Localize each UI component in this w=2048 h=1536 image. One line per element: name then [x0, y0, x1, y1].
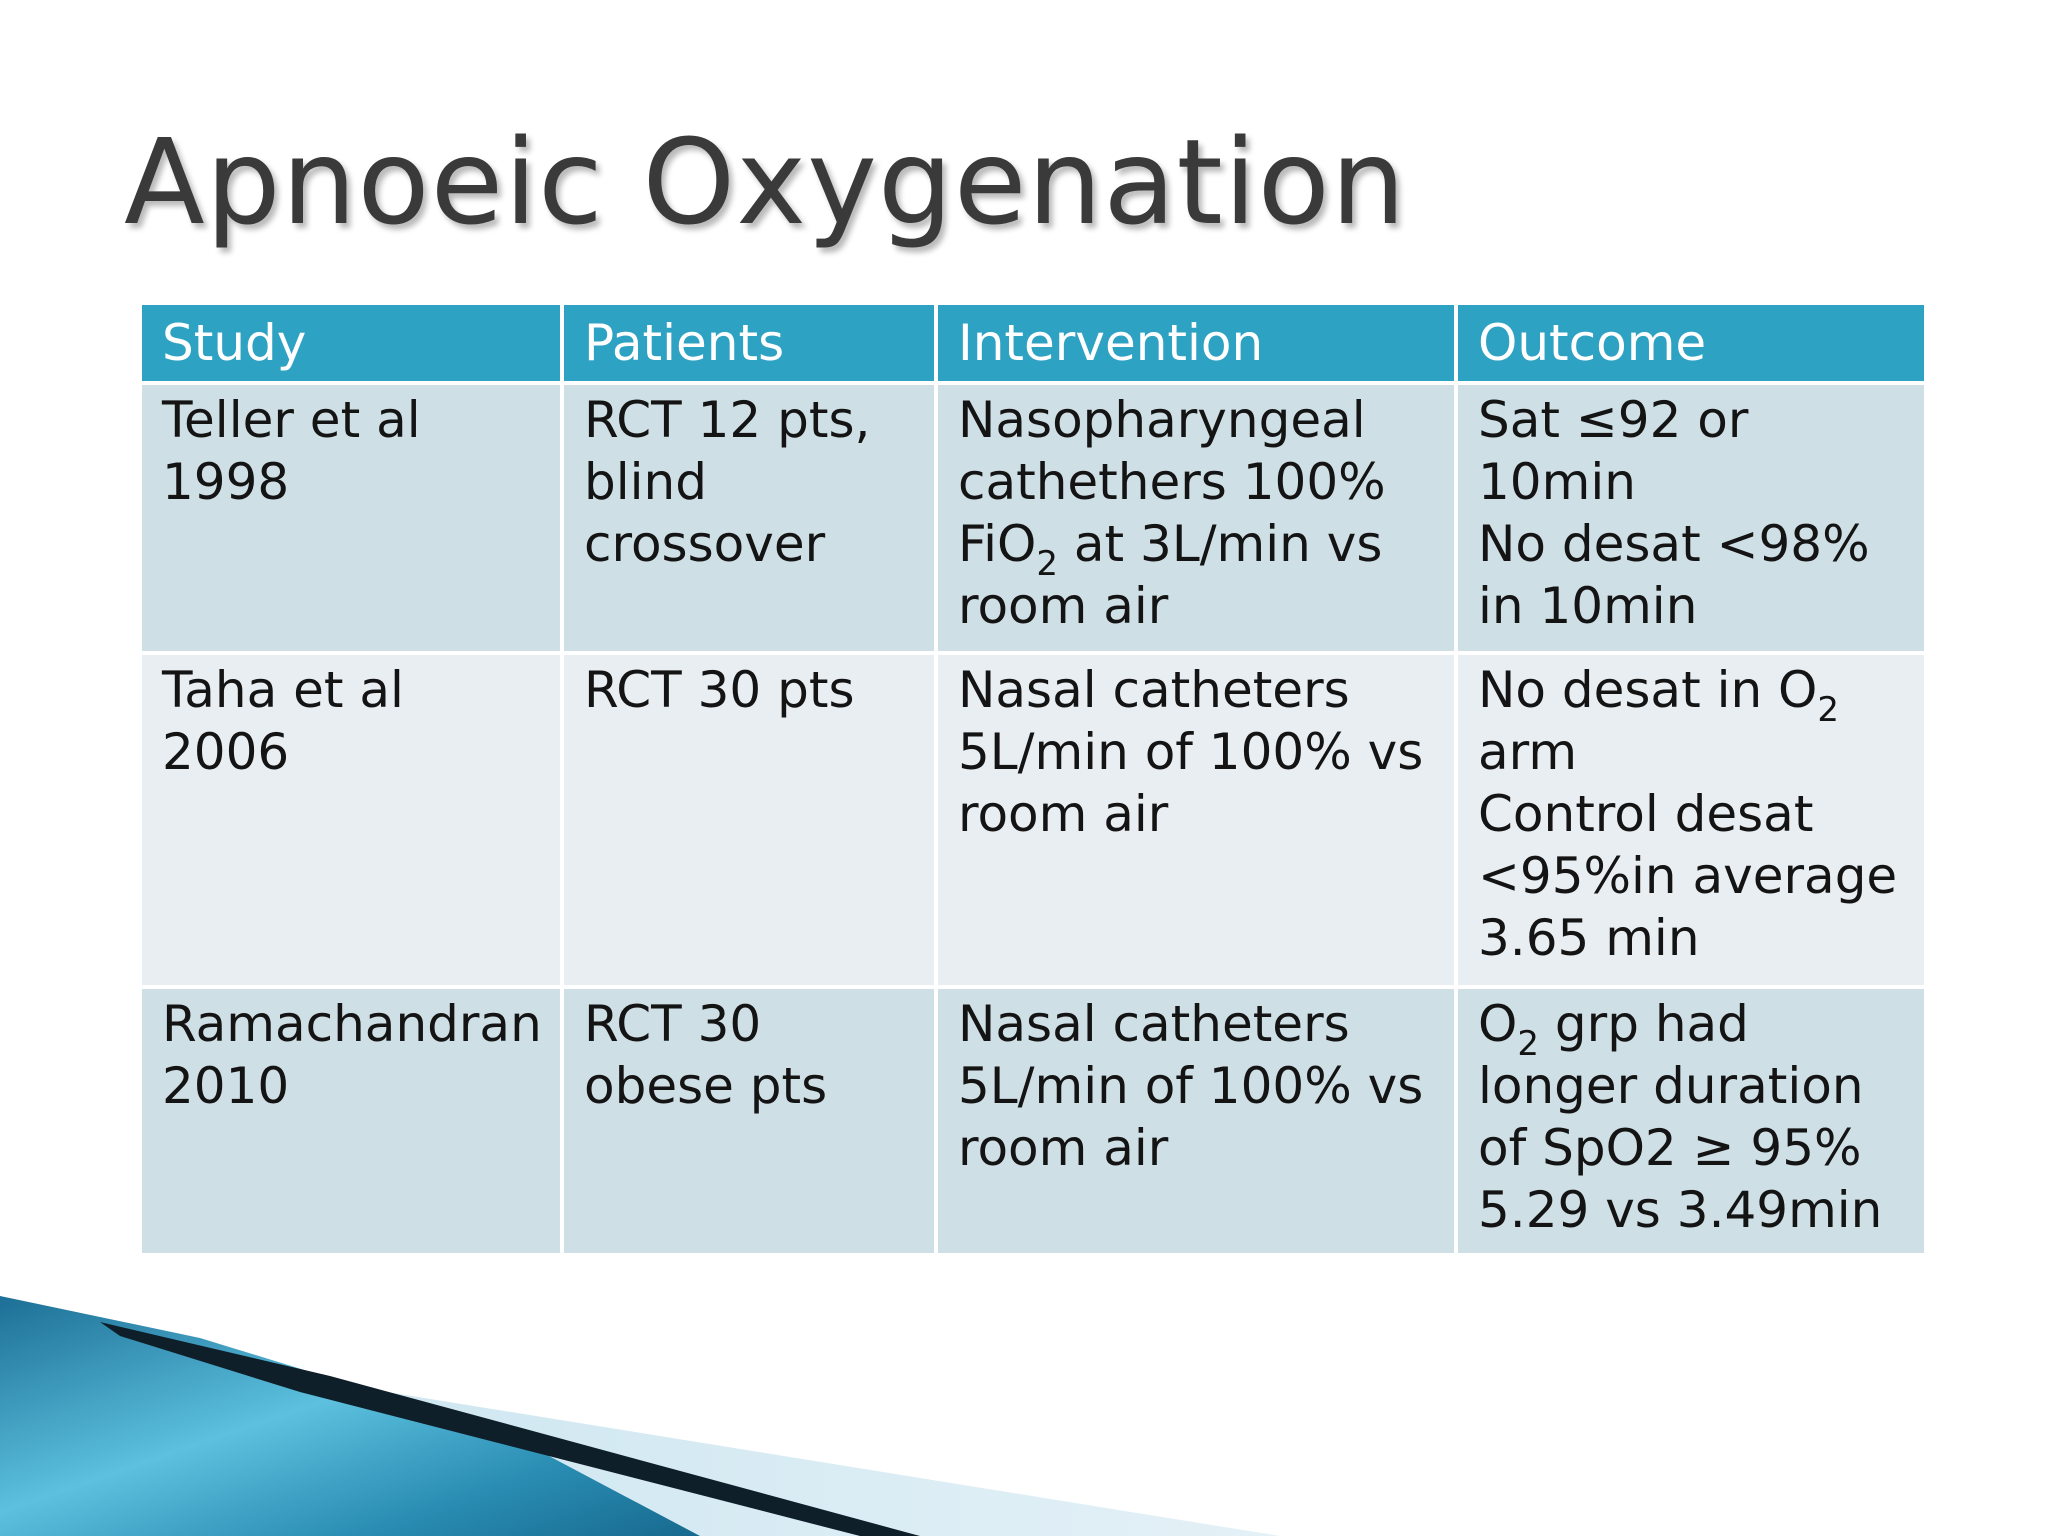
header-study: Study: [140, 303, 562, 383]
cell-study: [140, 383, 562, 653]
cell-line: room air: [958, 577, 1169, 635]
cell-patients: [562, 653, 936, 987]
cell-line: [958, 513, 1436, 584]
table-row: [140, 987, 1926, 1255]
cell-line: No desat <98%: [1478, 515, 1870, 573]
cell-line: 2006: [162, 723, 290, 781]
cell-line: room air: [958, 1119, 1169, 1177]
cell-line: RCT 30 pts: [584, 661, 855, 719]
text-fragment: grp had: [1539, 995, 1749, 1053]
header-outcome: Outcome: [1456, 303, 1926, 383]
swoosh-blue-band: [0, 1296, 700, 1536]
table-row: [140, 653, 1926, 987]
table-header-row: [140, 303, 1926, 383]
text-fragment: at 3L/min vs: [1058, 515, 1383, 573]
cell-line: 2010: [162, 1057, 290, 1115]
cell-line: 5L/min of 100% vs: [958, 1057, 1424, 1115]
cell-intervention: [936, 987, 1456, 1255]
cell-patients: [562, 383, 936, 653]
cell-line: [1478, 659, 1906, 730]
studies-table: [138, 301, 1928, 1257]
swoosh-pale-band: [120, 1378, 1280, 1536]
cell-line: Control desat: [1478, 785, 1814, 843]
subscript: 2: [1817, 690, 1840, 730]
subscript: 2: [1517, 1024, 1539, 1064]
cell-line: Teller et al: [162, 391, 421, 449]
text-fragment: No desat in O: [1478, 661, 1818, 719]
cell-outcome: [1456, 987, 1926, 1255]
subscript: 2: [1036, 544, 1059, 584]
header-intervention: Intervention: [936, 303, 1456, 383]
cell-outcome: [1456, 653, 1926, 987]
cell-study: [140, 987, 562, 1255]
cell-line: in 10min: [1478, 577, 1698, 635]
cell-line: Nasal catheters: [958, 995, 1350, 1053]
cell-line: Taha et al: [162, 661, 404, 719]
cell-line: obese pts: [584, 1057, 828, 1115]
cell-line: 5.29 vs 3.49min: [1478, 1181, 1883, 1239]
cell-outcome: [1456, 383, 1926, 653]
cell-line: RCT 30: [584, 995, 762, 1053]
swoosh-dark-line: [100, 1322, 920, 1536]
cell-line: 10min: [1478, 453, 1636, 511]
header-patients: Patients: [562, 303, 936, 383]
cell-intervention: [936, 653, 1456, 987]
cell-line: Nasopharyngeal: [958, 391, 1366, 449]
cell-line: of SpO2 ≥ 95%: [1478, 1119, 1862, 1177]
slide-title: Apnoeic Oxygenation: [124, 113, 1407, 251]
cell-line: blind: [584, 453, 707, 511]
cell-line: cathethers 100%: [958, 453, 1386, 511]
cell-study: [140, 653, 562, 987]
cell-line: <95%in average: [1478, 847, 1898, 905]
cell-line: 5L/min of 100% vs: [958, 723, 1424, 781]
cell-line: Sat ≤92 or: [1478, 391, 1749, 449]
cell-line: Ramachandran: [162, 995, 542, 1053]
cell-line: longer duration: [1478, 1057, 1864, 1115]
cell-line: 3.65 min: [1478, 909, 1700, 967]
cell-line: RCT 12 pts,: [584, 391, 871, 449]
cell-line: arm: [1478, 723, 1578, 781]
cell-line: room air: [958, 785, 1169, 843]
cell-patients: [562, 987, 936, 1255]
cell-intervention: [936, 383, 1456, 653]
cell-line: Nasal catheters: [958, 661, 1350, 719]
cell-line: [1478, 993, 1906, 1064]
text-fragment: O: [1478, 995, 1518, 1053]
text-fragment: FiO: [958, 515, 1037, 573]
table-row: [140, 383, 1926, 653]
cell-line: crossover: [584, 515, 826, 573]
cell-line: 1998: [162, 453, 290, 511]
